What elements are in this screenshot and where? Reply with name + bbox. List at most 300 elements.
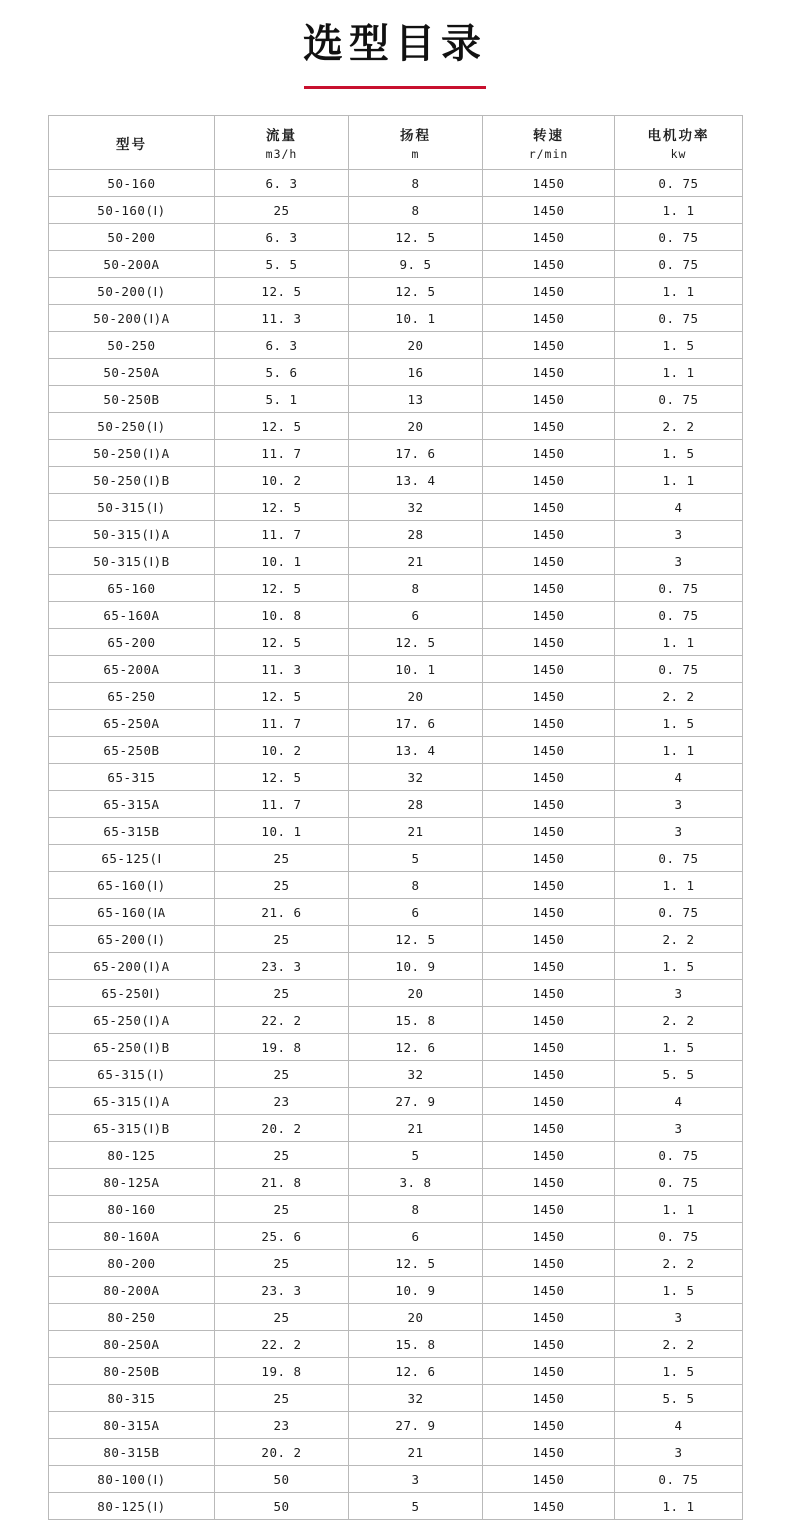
cell-model: 65-250 xyxy=(49,683,215,710)
cell-power: 3 xyxy=(615,521,743,548)
cell-flow: 10. 2 xyxy=(215,737,349,764)
cell-flow: 22. 2 xyxy=(215,1331,349,1358)
cell-power: 0. 75 xyxy=(615,845,743,872)
cell-model: 50-315(Ⅰ)B xyxy=(49,548,215,575)
table-row xyxy=(49,1088,743,1115)
column-header-power-unit: kw xyxy=(670,147,687,161)
cell-head: 13. 4 xyxy=(349,737,483,764)
cell-model: 65-200 xyxy=(49,629,215,656)
table-row xyxy=(49,602,743,629)
cell-power: 1. 5 xyxy=(615,953,743,980)
cell-model: 80-200A xyxy=(49,1277,215,1304)
cell-model: 80-315B xyxy=(49,1439,215,1466)
cell-head: 8 xyxy=(349,1196,483,1223)
table-row xyxy=(49,1061,743,1088)
table-row xyxy=(49,197,743,224)
table-row xyxy=(49,1034,743,1061)
table-row xyxy=(49,926,743,953)
cell-speed: 1450 xyxy=(483,251,615,278)
cell-power: 0. 75 xyxy=(615,656,743,683)
table-row xyxy=(49,1385,743,1412)
cell-model: 65-125(Ⅰ xyxy=(49,845,215,872)
cell-flow: 12. 5 xyxy=(215,629,349,656)
cell-power: 0. 75 xyxy=(615,1142,743,1169)
cell-power: 4 xyxy=(615,494,743,521)
cell-speed: 1450 xyxy=(483,710,615,737)
cell-model: 80-315A xyxy=(49,1412,215,1439)
cell-model: 65-315(Ⅰ)A xyxy=(49,1088,215,1115)
table-row xyxy=(49,1142,743,1169)
cell-head: 21 xyxy=(349,1439,483,1466)
cell-head: 32 xyxy=(349,1385,483,1412)
cell-model: 50-200 xyxy=(49,224,215,251)
cell-flow: 23. 3 xyxy=(215,1277,349,1304)
cell-speed: 1450 xyxy=(483,818,615,845)
table-row xyxy=(49,278,743,305)
cell-head: 15. 8 xyxy=(349,1007,483,1034)
table-row xyxy=(49,980,743,1007)
table-row xyxy=(49,359,743,386)
cell-speed: 1450 xyxy=(483,602,615,629)
cell-power: 3 xyxy=(615,818,743,845)
column-header-power xyxy=(615,116,743,170)
cell-model: 65-315B xyxy=(49,818,215,845)
cell-model: 65-250(Ⅰ)B xyxy=(49,1034,215,1061)
cell-model: 50-200(Ⅰ)A xyxy=(49,305,215,332)
cell-power: 0. 75 xyxy=(615,899,743,926)
cell-power: 1. 1 xyxy=(615,197,743,224)
cell-speed: 1450 xyxy=(483,1034,615,1061)
cell-model: 80-250A xyxy=(49,1331,215,1358)
cell-speed: 1450 xyxy=(483,224,615,251)
table-row xyxy=(49,1466,743,1493)
cell-power: 5. 5 xyxy=(615,1061,743,1088)
cell-power: 0. 75 xyxy=(615,305,743,332)
cell-model: 80-125A xyxy=(49,1169,215,1196)
cell-speed: 1450 xyxy=(483,1196,615,1223)
table-row xyxy=(49,1250,743,1277)
cell-speed: 1450 xyxy=(483,170,615,197)
cell-head: 12. 6 xyxy=(349,1034,483,1061)
cell-head: 21 xyxy=(349,818,483,845)
cell-flow: 10. 2 xyxy=(215,467,349,494)
cell-model: 50-160 xyxy=(49,170,215,197)
table-row xyxy=(49,1223,743,1250)
table-row xyxy=(49,845,743,872)
cell-power: 1. 5 xyxy=(615,1277,743,1304)
cell-power: 1. 5 xyxy=(615,710,743,737)
cell-power: 2. 2 xyxy=(615,413,743,440)
cell-speed: 1450 xyxy=(483,737,615,764)
cell-flow: 25 xyxy=(215,872,349,899)
cell-speed: 1450 xyxy=(483,467,615,494)
cell-power: 1. 1 xyxy=(615,278,743,305)
cell-flow: 11. 3 xyxy=(215,656,349,683)
cell-head: 17. 6 xyxy=(349,440,483,467)
cell-flow: 5. 1 xyxy=(215,386,349,413)
table-row xyxy=(49,440,743,467)
cell-speed: 1450 xyxy=(483,1223,615,1250)
cell-speed: 1450 xyxy=(483,1304,615,1331)
table-row xyxy=(49,764,743,791)
cell-model: 50-250A xyxy=(49,359,215,386)
cell-power: 0. 75 xyxy=(615,386,743,413)
table-row xyxy=(49,494,743,521)
cell-speed: 1450 xyxy=(483,872,615,899)
column-header-model xyxy=(49,116,215,170)
cell-speed: 1450 xyxy=(483,656,615,683)
cell-head: 20 xyxy=(349,1304,483,1331)
cell-power: 1. 1 xyxy=(615,629,743,656)
cell-head: 20 xyxy=(349,980,483,1007)
cell-speed: 1450 xyxy=(483,548,615,575)
cell-flow: 25 xyxy=(215,926,349,953)
table-row xyxy=(49,1493,743,1520)
cell-speed: 1450 xyxy=(483,953,615,980)
cell-speed: 1450 xyxy=(483,1088,615,1115)
cell-head: 27. 9 xyxy=(349,1412,483,1439)
cell-head: 17. 6 xyxy=(349,710,483,737)
cell-model: 50-250(Ⅰ)B xyxy=(49,467,215,494)
cell-speed: 1450 xyxy=(483,791,615,818)
cell-power: 4 xyxy=(615,764,743,791)
cell-flow: 19. 8 xyxy=(215,1358,349,1385)
cell-head: 3. 8 xyxy=(349,1169,483,1196)
column-header-power-main: 电机功率 xyxy=(647,128,710,144)
cell-head: 15. 8 xyxy=(349,1331,483,1358)
cell-model: 50-250 xyxy=(49,332,215,359)
cell-power: 1. 5 xyxy=(615,1034,743,1061)
cell-head: 27. 9 xyxy=(349,1088,483,1115)
cell-flow: 23. 3 xyxy=(215,953,349,980)
cell-speed: 1450 xyxy=(483,332,615,359)
column-header-head-main: 扬程 xyxy=(400,128,431,144)
table-row xyxy=(49,1331,743,1358)
cell-power: 1. 1 xyxy=(615,359,743,386)
table-row xyxy=(49,683,743,710)
table-row xyxy=(49,386,743,413)
cell-power: 4 xyxy=(615,1088,743,1115)
cell-model: 80-125 xyxy=(49,1142,215,1169)
table-row xyxy=(49,1007,743,1034)
cell-speed: 1450 xyxy=(483,1466,615,1493)
cell-speed: 1450 xyxy=(483,305,615,332)
cell-model: 80-125(Ⅰ) xyxy=(49,1493,215,1520)
cell-flow: 5. 5 xyxy=(215,251,349,278)
cell-head: 6 xyxy=(349,602,483,629)
cell-speed: 1450 xyxy=(483,1250,615,1277)
cell-head: 20 xyxy=(349,332,483,359)
cell-flow: 20. 2 xyxy=(215,1439,349,1466)
cell-head: 12. 5 xyxy=(349,224,483,251)
cell-flow: 11. 7 xyxy=(215,521,349,548)
cell-speed: 1450 xyxy=(483,494,615,521)
cell-head: 10. 9 xyxy=(349,953,483,980)
cell-power: 1. 5 xyxy=(615,440,743,467)
table-row xyxy=(49,575,743,602)
cell-head: 3 xyxy=(349,1466,483,1493)
table-row xyxy=(49,1358,743,1385)
cell-head: 5 xyxy=(349,1142,483,1169)
cell-head: 12. 5 xyxy=(349,629,483,656)
cell-power: 1. 1 xyxy=(615,1493,743,1520)
cell-head: 9. 5 xyxy=(349,251,483,278)
table-row xyxy=(49,899,743,926)
cell-model: 65-160A xyxy=(49,602,215,629)
cell-flow: 20. 2 xyxy=(215,1115,349,1142)
cell-speed: 1450 xyxy=(483,926,615,953)
cell-model: 65-160(ⅠA xyxy=(49,899,215,926)
column-header-flow xyxy=(215,116,349,170)
cell-power: 0. 75 xyxy=(615,251,743,278)
cell-head: 21 xyxy=(349,1115,483,1142)
cell-power: 2. 2 xyxy=(615,1250,743,1277)
column-header-flow-unit: m3/h xyxy=(265,147,298,161)
cell-speed: 1450 xyxy=(483,1493,615,1520)
table-row xyxy=(49,521,743,548)
cell-model: 50-160(Ⅰ) xyxy=(49,197,215,224)
cell-power: 0. 75 xyxy=(615,224,743,251)
column-header-speed-unit: r/min xyxy=(528,147,569,161)
table-row xyxy=(49,1196,743,1223)
cell-speed: 1450 xyxy=(483,1277,615,1304)
cell-power: 4 xyxy=(615,1412,743,1439)
table-row xyxy=(49,1439,743,1466)
cell-head: 8 xyxy=(349,575,483,602)
table-row xyxy=(49,629,743,656)
table-row xyxy=(49,953,743,980)
cell-speed: 1450 xyxy=(483,1412,615,1439)
cell-model: 65-160 xyxy=(49,575,215,602)
cell-head: 20 xyxy=(349,683,483,710)
cell-head: 21 xyxy=(349,548,483,575)
cell-power: 1. 1 xyxy=(615,737,743,764)
cell-model: 80-315 xyxy=(49,1385,215,1412)
cell-speed: 1450 xyxy=(483,1169,615,1196)
cell-model: 80-200 xyxy=(49,1250,215,1277)
cell-speed: 1450 xyxy=(483,278,615,305)
table-row xyxy=(49,791,743,818)
cell-speed: 1450 xyxy=(483,683,615,710)
cell-model: 65-250(Ⅰ)A xyxy=(49,1007,215,1034)
cell-model: 65-250A xyxy=(49,710,215,737)
cell-flow: 25 xyxy=(215,980,349,1007)
cell-speed: 1450 xyxy=(483,521,615,548)
cell-head: 8 xyxy=(349,872,483,899)
cell-model: 80-250B xyxy=(49,1358,215,1385)
table-row xyxy=(49,1169,743,1196)
cell-flow: 19. 8 xyxy=(215,1034,349,1061)
cell-power: 0. 75 xyxy=(615,602,743,629)
table-row xyxy=(49,1412,743,1439)
cell-model: 80-160A xyxy=(49,1223,215,1250)
cell-model: 65-315(Ⅰ) xyxy=(49,1061,215,1088)
table-row xyxy=(49,872,743,899)
cell-speed: 1450 xyxy=(483,899,615,926)
cell-head: 32 xyxy=(349,494,483,521)
cell-model: 50-200(Ⅰ) xyxy=(49,278,215,305)
table-row xyxy=(49,737,743,764)
cell-model: 65-315A xyxy=(49,791,215,818)
cell-head: 12. 5 xyxy=(349,1250,483,1277)
column-header-head-unit: m xyxy=(411,147,420,161)
table-row xyxy=(49,656,743,683)
cell-head: 28 xyxy=(349,791,483,818)
cell-power: 5. 5 xyxy=(615,1385,743,1412)
cell-flow: 11. 7 xyxy=(215,710,349,737)
cell-flow: 6. 3 xyxy=(215,170,349,197)
cell-head: 32 xyxy=(349,1061,483,1088)
cell-speed: 1450 xyxy=(483,413,615,440)
table-row xyxy=(49,1115,743,1142)
cell-head: 13. 4 xyxy=(349,467,483,494)
cell-flow: 10. 1 xyxy=(215,548,349,575)
cell-power: 1. 1 xyxy=(615,1196,743,1223)
cell-flow: 22. 2 xyxy=(215,1007,349,1034)
cell-flow: 25. 6 xyxy=(215,1223,349,1250)
table-header-row xyxy=(49,116,743,170)
cell-power: 0. 75 xyxy=(615,170,743,197)
title-block xyxy=(0,0,790,89)
cell-model: 65-200(Ⅰ) xyxy=(49,926,215,953)
cell-speed: 1450 xyxy=(483,1007,615,1034)
cell-flow: 25 xyxy=(215,1385,349,1412)
cell-flow: 50 xyxy=(215,1493,349,1520)
cell-head: 8 xyxy=(349,170,483,197)
cell-speed: 1450 xyxy=(483,1142,615,1169)
cell-model: 50-250B xyxy=(49,386,215,413)
cell-power: 3 xyxy=(615,1304,743,1331)
cell-power: 1. 1 xyxy=(615,467,743,494)
cell-flow: 12. 5 xyxy=(215,575,349,602)
cell-speed: 1450 xyxy=(483,1358,615,1385)
spec-table xyxy=(48,115,743,1520)
cell-flow: 25 xyxy=(215,1196,349,1223)
column-header-flow-main: 流量 xyxy=(266,128,297,144)
cell-head: 32 xyxy=(349,764,483,791)
cell-flow: 12. 5 xyxy=(215,413,349,440)
cell-model: 50-315(Ⅰ)A xyxy=(49,521,215,548)
table-row xyxy=(49,251,743,278)
cell-model: 65-315(Ⅰ)B xyxy=(49,1115,215,1142)
cell-power: 2. 2 xyxy=(615,1007,743,1034)
cell-flow: 25 xyxy=(215,1142,349,1169)
cell-model: 50-250(Ⅰ)A xyxy=(49,440,215,467)
table-row xyxy=(49,1304,743,1331)
column-header-model-main: 型号 xyxy=(116,136,147,153)
cell-model: 65-315 xyxy=(49,764,215,791)
table-body xyxy=(49,170,743,1520)
spec-table-wrapper xyxy=(48,115,742,1520)
cell-flow: 10. 1 xyxy=(215,818,349,845)
table-row xyxy=(49,1277,743,1304)
column-header-speed-main: 转速 xyxy=(533,128,564,144)
cell-head: 16 xyxy=(349,359,483,386)
cell-power: 0. 75 xyxy=(615,575,743,602)
table-row xyxy=(49,548,743,575)
cell-head: 12. 5 xyxy=(349,278,483,305)
cell-flow: 10. 8 xyxy=(215,602,349,629)
cell-head: 13 xyxy=(349,386,483,413)
cell-model: 65-250Ⅰ) xyxy=(49,980,215,1007)
cell-flow: 12. 5 xyxy=(215,494,349,521)
cell-model: 50-250(Ⅰ) xyxy=(49,413,215,440)
cell-flow: 21. 8 xyxy=(215,1169,349,1196)
cell-power: 3 xyxy=(615,791,743,818)
cell-speed: 1450 xyxy=(483,386,615,413)
cell-flow: 23 xyxy=(215,1088,349,1115)
cell-flow: 12. 5 xyxy=(215,278,349,305)
cell-flow: 25 xyxy=(215,1061,349,1088)
cell-model: 65-160(Ⅰ) xyxy=(49,872,215,899)
column-header-speed xyxy=(483,116,615,170)
cell-speed: 1450 xyxy=(483,1061,615,1088)
cell-speed: 1450 xyxy=(483,1115,615,1142)
page-title: 选型目录 xyxy=(303,21,487,67)
cell-power: 0. 75 xyxy=(615,1169,743,1196)
cell-speed: 1450 xyxy=(483,1331,615,1358)
cell-head: 20 xyxy=(349,413,483,440)
cell-power: 2. 2 xyxy=(615,1331,743,1358)
cell-flow: 11. 7 xyxy=(215,791,349,818)
cell-flow: 6. 3 xyxy=(215,224,349,251)
cell-power: 3 xyxy=(615,1115,743,1142)
cell-speed: 1450 xyxy=(483,980,615,1007)
cell-model: 65-200A xyxy=(49,656,215,683)
cell-speed: 1450 xyxy=(483,440,615,467)
cell-power: 1. 5 xyxy=(615,332,743,359)
cell-flow: 12. 5 xyxy=(215,764,349,791)
cell-power: 2. 2 xyxy=(615,683,743,710)
cell-model: 65-250B xyxy=(49,737,215,764)
title-underline-rule xyxy=(304,86,486,89)
cell-power: 3 xyxy=(615,980,743,1007)
cell-flow: 25 xyxy=(215,197,349,224)
cell-flow: 6. 3 xyxy=(215,332,349,359)
cell-power: 1. 1 xyxy=(615,872,743,899)
cell-flow: 12. 5 xyxy=(215,683,349,710)
table-row xyxy=(49,332,743,359)
cell-flow: 25 xyxy=(215,1304,349,1331)
cell-flow: 21. 6 xyxy=(215,899,349,926)
cell-speed: 1450 xyxy=(483,764,615,791)
cell-model: 80-160 xyxy=(49,1196,215,1223)
cell-speed: 1450 xyxy=(483,197,615,224)
cell-model: 65-200(Ⅰ)A xyxy=(49,953,215,980)
cell-power: 3 xyxy=(615,548,743,575)
cell-speed: 1450 xyxy=(483,629,615,656)
cell-speed: 1450 xyxy=(483,575,615,602)
table-row xyxy=(49,305,743,332)
cell-head: 6 xyxy=(349,899,483,926)
cell-flow: 11. 7 xyxy=(215,440,349,467)
cell-head: 10. 1 xyxy=(349,305,483,332)
cell-speed: 1450 xyxy=(483,1439,615,1466)
cell-head: 5 xyxy=(349,845,483,872)
table-row xyxy=(49,224,743,251)
cell-power: 3 xyxy=(615,1439,743,1466)
cell-flow: 23 xyxy=(215,1412,349,1439)
cell-model: 50-315(Ⅰ) xyxy=(49,494,215,521)
cell-model: 50-200A xyxy=(49,251,215,278)
cell-power: 0. 75 xyxy=(615,1466,743,1493)
cell-flow: 5. 6 xyxy=(215,359,349,386)
table-row xyxy=(49,710,743,737)
table-header xyxy=(49,116,743,170)
cell-head: 6 xyxy=(349,1223,483,1250)
cell-power: 2. 2 xyxy=(615,926,743,953)
cell-flow: 25 xyxy=(215,845,349,872)
